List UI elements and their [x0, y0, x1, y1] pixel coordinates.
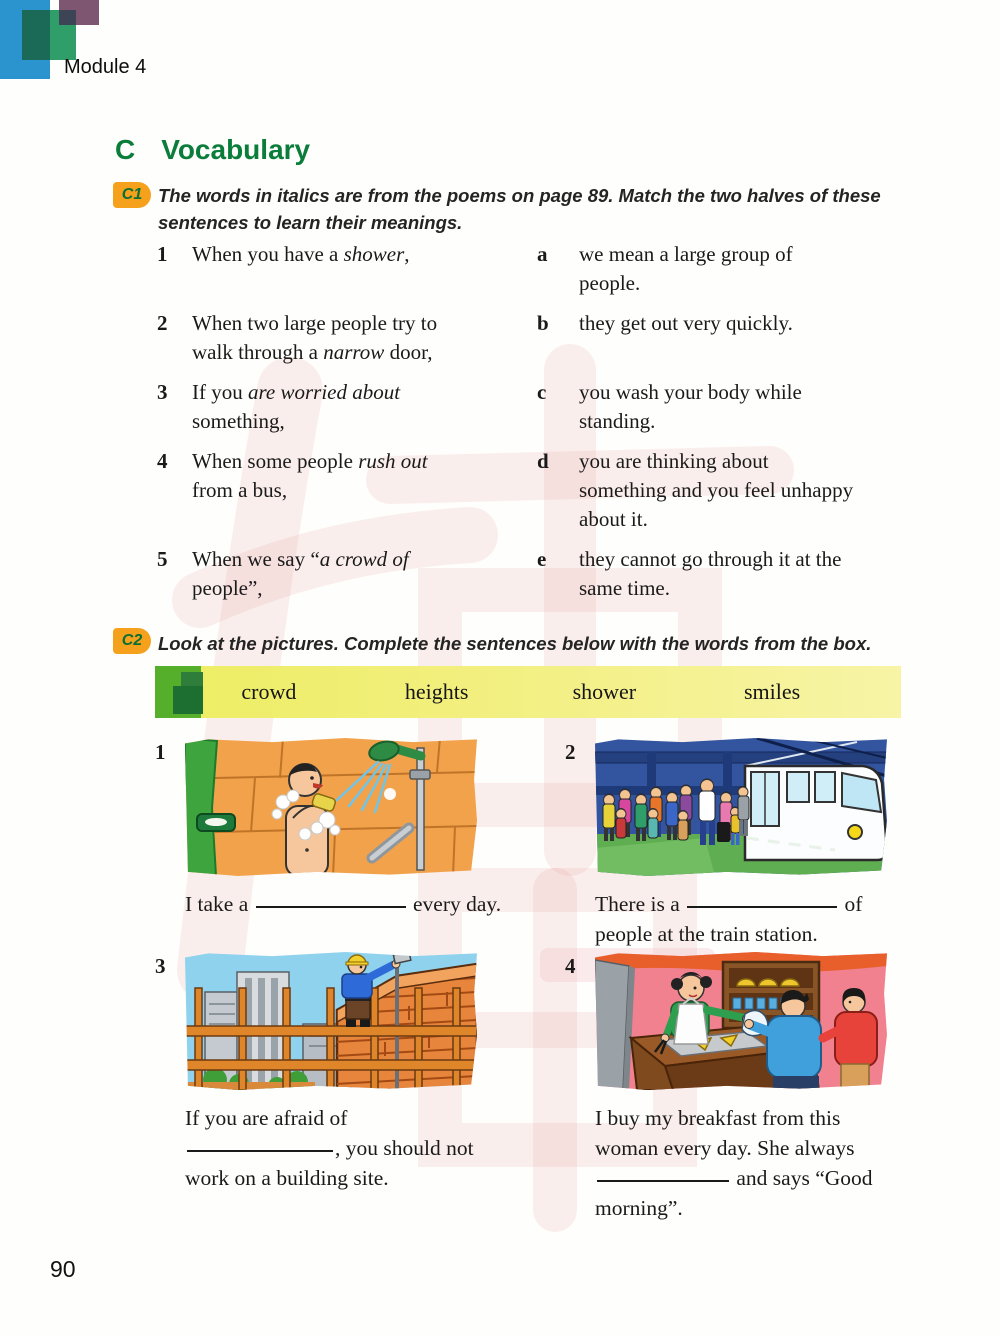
c1-matching-exercise [157, 240, 947, 614]
word-box-word: shower [572, 679, 637, 704]
item-number: 4 [157, 449, 168, 473]
item-number: 1 [157, 242, 168, 266]
item-left-half: If you are worried about something, [192, 380, 401, 433]
module-logo [0, 0, 120, 95]
item-letter: c [537, 380, 547, 404]
pictures-row-1 [155, 738, 955, 949]
match-row [157, 309, 947, 367]
picture-3-cell [155, 952, 565, 1223]
picture-1-caption: I take a every day. [185, 892, 502, 916]
c1-instruction: The words in italics are from the poems on page 89. Match the two halves of these sentences to learn their meanings. [158, 185, 881, 233]
section-title: Vocabulary [161, 134, 311, 165]
picture-4-caption: I buy my breakfast from this woman every day. She always and says “Good morning”. [595, 1106, 873, 1220]
picture-3-illustration [185, 952, 477, 1090]
item-right-half: you are thinking about something and you feel unhappy about it. [579, 449, 854, 531]
section-heading [115, 134, 310, 166]
logo-overlap-dark [59, 10, 76, 25]
fill-in-blank [597, 1180, 729, 1182]
item-number: 3 [157, 380, 168, 404]
item-number: 2 [157, 311, 168, 335]
item-left-half: When we say “a crowd of people”, [192, 547, 409, 600]
item-number: 5 [157, 547, 168, 571]
word-box-words [185, 666, 856, 718]
fill-in-blank [687, 906, 837, 908]
pictures-row-2 [155, 952, 955, 1223]
picture-4-number: 4 [565, 954, 576, 978]
match-row [157, 378, 947, 436]
picture-1-number: 1 [155, 740, 166, 764]
match-row [157, 545, 947, 603]
word-box-word: smiles [744, 679, 801, 704]
picture-4-illustration [595, 952, 887, 1090]
match-row [157, 240, 947, 298]
picture-2-caption: There is a of people at the train station. [595, 892, 863, 946]
c2-badge: C2 [113, 628, 151, 654]
picture-3-number: 3 [155, 954, 166, 978]
picture-3-caption: If you are afraid of , you should not work on a building site. [185, 1106, 474, 1190]
item-right-half: they cannot go through it at the same time. [579, 547, 842, 600]
word-box [155, 666, 901, 718]
c2-instruction: Look at the pictures. Complete the sentences below with the words from the box. [158, 633, 872, 654]
picture-1-illustration [185, 738, 477, 876]
picture-4-cell [565, 952, 955, 1223]
module-label: Module 4 [64, 56, 147, 78]
section-letter: C [115, 134, 136, 165]
fill-in-blank [187, 1150, 333, 1152]
picture-2-number: 2 [565, 740, 576, 764]
page-number: 90 [50, 1256, 76, 1282]
item-letter: e [537, 547, 547, 571]
logo-overlap-teal [22, 10, 50, 60]
item-right-half: they get out very quickly. [579, 311, 793, 335]
picture-1-cell [155, 738, 565, 949]
word-box-word: heights [404, 679, 469, 704]
item-left-half: When you have a shower, [192, 242, 410, 266]
item-left-half: When some people rush out from a bus, [192, 449, 428, 502]
item-letter: d [537, 449, 549, 473]
word-box-word: crowd [241, 679, 297, 704]
item-right-half: you wash your body while standing. [579, 380, 802, 433]
item-letter: b [537, 311, 549, 335]
item-letter: a [537, 242, 548, 266]
item-right-half: we mean a large group of people. [579, 242, 793, 295]
picture-2-illustration [595, 738, 887, 876]
fill-in-blank [256, 906, 406, 908]
c1-badge: C1 [113, 182, 151, 208]
picture-2-cell [565, 738, 955, 949]
item-left-half: When two large people try to walk through a narrow door, [192, 311, 438, 364]
match-row [157, 447, 947, 534]
